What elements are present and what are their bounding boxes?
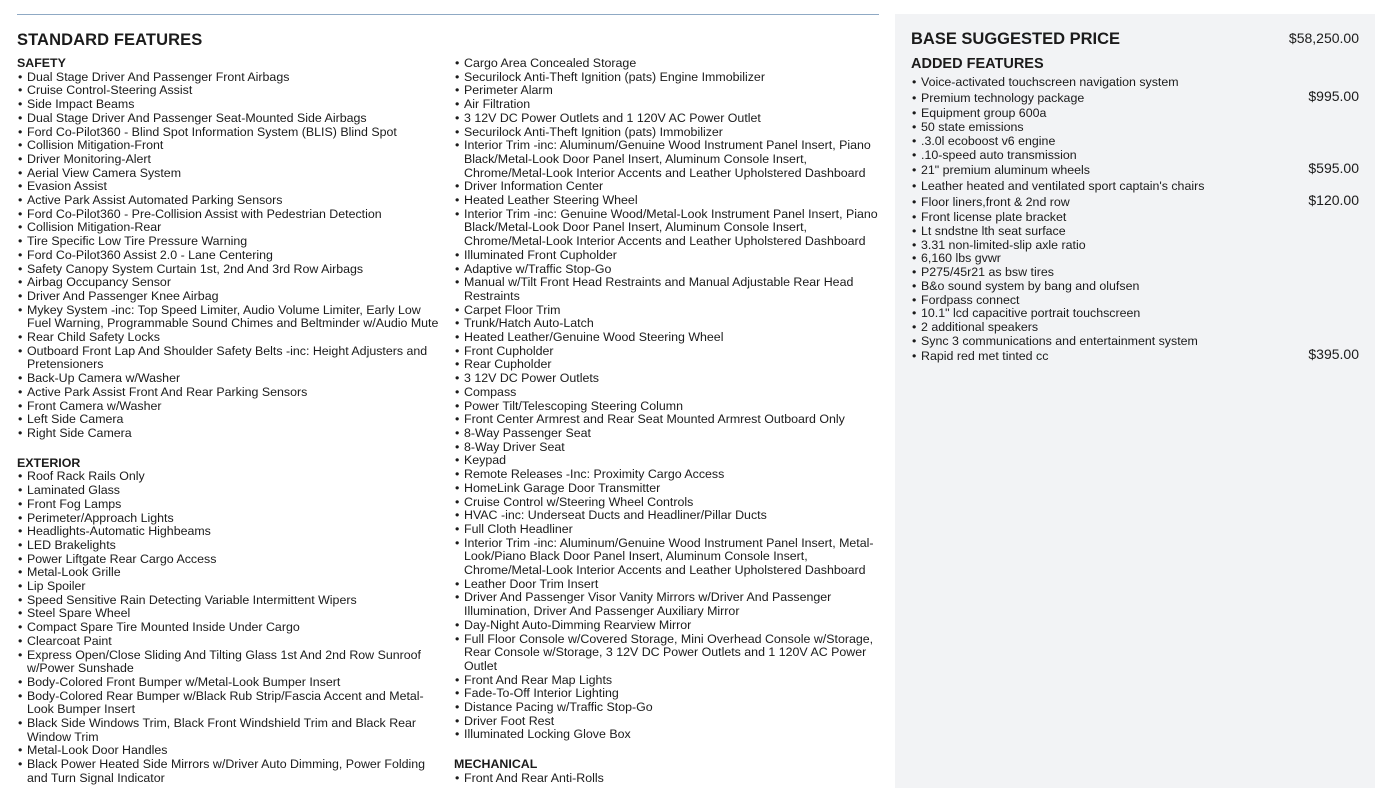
added-feature-item: [911, 294, 1359, 308]
feature-item: • Securilock Anti-Theft Ignition (pats) Immobilizer: [454, 126, 884, 140]
feature-item: • Evasion Assist: [17, 180, 447, 194]
feature-item: • Active Park Assist Automated Parking Sensors: [17, 194, 447, 208]
feature-item: • Driver Foot Rest: [454, 715, 884, 729]
added-feature-name: P275/45r21 as bsw tires: [921, 265, 1054, 280]
added-feature-price: $395.00: [1308, 346, 1359, 363]
safety-list: [17, 71, 447, 441]
added-feature-name: 3.31 non-limited-slip axle ratio: [921, 237, 1086, 252]
added-feature-item: [911, 321, 1359, 335]
feature-item: • Interior Trim -inc: Aluminum/Genuine Wood Instrument Panel Insert, Metal-Look/Piano Black Door Panel Insert, Aluminum Console Insert, Chrome/Metal-Look Interior Accents and Leather Upholstered Dashboard: [454, 537, 884, 578]
added-feature-price: $120.00: [1308, 191, 1359, 208]
feature-item: • Lip Spoiler: [17, 580, 447, 594]
feature-item: • Remote Releases -Inc: Proximity Cargo Access: [454, 468, 884, 482]
feature-item: • Rear Child Safety Locks: [17, 331, 447, 345]
feature-item: • Dual Stage Driver And Passenger Front Airbags: [17, 71, 447, 85]
feature-item: • Illuminated Locking Glove Box: [454, 728, 884, 742]
added-feature-item: [911, 121, 1359, 135]
added-feature-name: 21" premium aluminum wheels: [921, 163, 1090, 178]
feature-item: • 3 12V DC Power Outlets: [454, 372, 884, 386]
feature-item: • Black Power Heated Side Mirrors w/Driver Auto Dimming, Power Folding and Turn Signal Indicator: [17, 758, 447, 785]
feature-item: • Interior Trim -inc: Aluminum/Genuine Wood Instrument Panel Insert, Piano Black/Metal-Look Door Panel Insert, Aluminum Console Insert, Chrome/Metal-Look Interior Accents and Leather Upholstered Dashboard: [454, 139, 884, 180]
exterior-heading: EXTERIOR: [17, 455, 81, 470]
added-feature-item: [911, 211, 1359, 225]
added-feature-price: $995.00: [1308, 87, 1359, 104]
feature-item: • Power Liftgate Rear Cargo Access: [17, 553, 447, 567]
feature-item: • Day-Night Auto-Dimming Rearview Mirror: [454, 619, 884, 633]
added-feature-item: [911, 307, 1359, 321]
added-features-list: [911, 76, 1359, 366]
feature-item: • Leather Door Trim Insert: [454, 578, 884, 592]
feature-item: • Ford Co-Pilot360 Assist 2.0 - Lane Centering: [17, 249, 447, 263]
feature-item: • Collision Mitigation-Rear: [17, 221, 447, 235]
feature-item: • Driver And Passenger Visor Vanity Mirrors w/Driver And Passenger Illumination, Driver And Passenger Auxiliary Mirror: [454, 591, 884, 618]
pricing-panel: [895, 14, 1375, 788]
feature-item: • Ford Co-Pilot360 - Pre-Collision Assist with Pedestrian Detection: [17, 208, 447, 222]
added-feature-item: [911, 335, 1359, 349]
added-feature-name: 6,160 lbs gvwr: [921, 251, 1001, 266]
added-feature-item: [911, 107, 1359, 121]
feature-item: • Front And Rear Anti-Rolls: [454, 772, 884, 786]
added-feature-name: Leather heated and ventilated sport captain's chairs: [921, 178, 1205, 193]
feature-item: • Compact Spare Tire Mounted Inside Under Cargo: [17, 621, 447, 635]
feature-item: • Airbag Occupancy Sensor: [17, 276, 447, 290]
feature-item: • Safety Canopy System Curtain 1st, 2nd And 3rd Row Airbags: [17, 263, 447, 277]
feature-item: • Tire Specific Low Tire Pressure Warning: [17, 235, 447, 249]
feature-item: • Metal-Look Grille: [17, 566, 447, 580]
added-feature-name: 2 additional speakers: [921, 319, 1039, 334]
feature-item: • Side Impact Beams: [17, 98, 447, 112]
feature-item: • Front Cupholder: [454, 345, 884, 359]
added-feature-name: Sync 3 communications and entertainment system: [921, 333, 1198, 348]
base-price-label: BASE SUGGESTED PRICE: [911, 30, 1121, 48]
added-feature-item: [911, 225, 1359, 239]
added-feature-name: Front license plate bracket: [921, 210, 1067, 225]
feature-item: • Black Side Windows Trim, Black Front Windshield Trim and Black Rear Window Trim: [17, 717, 447, 744]
feature-item: • Power Tilt/Telescoping Steering Column: [454, 400, 884, 414]
feature-item: • Body-Colored Front Bumper w/Metal-Look Bumper Insert: [17, 676, 447, 690]
feature-item: • Left Side Camera: [17, 413, 447, 427]
added-feature-item: [911, 149, 1359, 163]
added-feature-name: 10.1" lcd capacitive portrait touchscreen: [921, 306, 1141, 321]
feature-item: • Interior Trim -inc: Genuine Wood/Metal-Look Instrument Panel Insert, Piano Black/Metal-Look Door Panel Insert, Aluminum Console Insert, Chrome/Metal-Look Interior Accents and Leather Upholstered Dashboard: [454, 208, 884, 249]
feature-item: • Right Side Camera: [17, 427, 447, 441]
exterior-list: [17, 470, 447, 785]
added-feature-item: [911, 346, 1359, 364]
features-column-left: [17, 57, 447, 786]
added-feature-name: Lt sndstne lth seat surface: [921, 224, 1066, 239]
feature-item: • Carpet Floor Trim: [454, 304, 884, 318]
added-feature-name: Premium technology package: [921, 90, 1085, 105]
added-feature-item: [911, 266, 1359, 280]
feature-item: • Outboard Front Lap And Shoulder Safety Belts -inc: Height Adjusters and Pretensioners: [17, 345, 447, 372]
feature-item: • Metal-Look Door Handles: [17, 744, 447, 758]
interior-list: [454, 57, 884, 742]
feature-item: • Roof Rack Rails Only: [17, 470, 447, 484]
added-feature-name: Voice-activated touchscreen navigation system: [921, 75, 1179, 89]
feature-item: • Back-Up Camera w/Washer: [17, 372, 447, 386]
feature-item: • Front Fog Lamps: [17, 498, 447, 512]
feature-item: • Perimeter/Approach Lights: [17, 512, 447, 526]
feature-item: • HVAC -inc: Underseat Ducts and Headliner/Pillar Ducts: [454, 509, 884, 523]
added-feature-item: [911, 87, 1359, 106]
added-feature-item: [911, 239, 1359, 253]
base-price-value: $58,250.00: [1288, 30, 1359, 46]
feature-item: • LED Brakelights: [17, 539, 447, 553]
feature-item: • Rear Cupholder: [454, 358, 884, 372]
features-column-middle: [454, 57, 884, 786]
feature-item: • 8-Way Driver Seat: [454, 441, 884, 455]
feature-item: • Cruise Control w/Steering Wheel Controls: [454, 496, 884, 510]
top-divider: [17, 14, 879, 15]
feature-item: • Driver And Passenger Knee Airbag: [17, 290, 447, 304]
feature-item: • Keypad: [454, 454, 884, 468]
feature-item: • Front Camera w/Washer: [17, 400, 447, 414]
added-feature-name: .10-speed auto transmission: [921, 147, 1077, 162]
added-feature-item: [911, 252, 1359, 266]
feature-item: • Front Center Armrest and Rear Seat Mounted Armrest Outboard Only: [454, 413, 884, 427]
mechanical-heading: MECHANICAL: [454, 757, 538, 772]
added-feature-name: Equipment group 600a: [921, 106, 1047, 121]
feature-item: • Active Park Assist Front And Rear Parking Sensors: [17, 386, 447, 400]
feature-item: • Mykey System -inc: Top Speed Limiter, Audio Volume Limiter, Early Low Fuel Warning, Programmable Sound Chimes and Beltminder w/Audio Mute: [17, 304, 447, 331]
feature-item: • Body-Colored Rear Bumper w/Black Rub Strip/Fascia Accent and Metal-Look Bumper Insert: [17, 690, 447, 717]
added-feature-item: [911, 280, 1359, 294]
feature-item: • Full Floor Console w/Covered Storage, Mini Overhead Console w/Storage, Rear Console w/Storage, 3 12V DC Power Outlets and 1 120V AC Power Outlet: [454, 633, 884, 674]
added-feature-name: Fordpass connect: [921, 292, 1020, 307]
feature-item: • Driver Information Center: [454, 180, 884, 194]
feature-item: • Laminated Glass: [17, 484, 447, 498]
added-feature-name: Rapid red met tinted cc: [921, 349, 1049, 364]
added-feature-name: B&o sound system by bang and olufsen: [921, 278, 1140, 293]
feature-item: • Collision Mitigation-Front: [17, 139, 447, 153]
feature-item: • Express Open/Close Sliding And Tilting Glass 1st And 2nd Row Sunroof w/Power Sunshade: [17, 649, 447, 676]
feature-item: • Clearcoat Paint: [17, 635, 447, 649]
feature-item: • Full Cloth Headliner: [454, 523, 884, 537]
feature-item: • Cruise Control-Steering Assist: [17, 84, 447, 98]
added-feature-item: [911, 180, 1359, 194]
feature-item: • Compass: [454, 386, 884, 400]
feature-item: • Ford Co-Pilot360 - Blind Spot Information System (BLIS) Blind Spot: [17, 126, 447, 140]
feature-item: • Trunk/Hatch Auto-Latch: [454, 317, 884, 331]
feature-item: • Driver Monitoring-Alert: [17, 153, 447, 167]
feature-item: • Fade-To-Off Interior Lighting: [454, 687, 884, 701]
feature-item: • HomeLink Garage Door Transmitter: [454, 482, 884, 496]
feature-item: • Dual Stage Driver And Passenger Seat-Mounted Side Airbags: [17, 112, 447, 126]
feature-item: • Heated Leather Steering Wheel: [454, 194, 884, 208]
feature-item: • Securilock Anti-Theft Ignition (pats) Engine Immobilizer: [454, 71, 884, 85]
added-feature-price: $595.00: [1308, 160, 1359, 177]
feature-item: • Steel Spare Wheel: [17, 607, 447, 621]
safety-heading: SAFETY: [17, 56, 66, 70]
feature-item: • Heated Leather/Genuine Wood Steering Wheel: [454, 331, 884, 345]
feature-item: • Aerial View Camera System: [17, 167, 447, 181]
added-feature-name: .3.0l ecoboost v6 engine: [921, 133, 1056, 148]
added-feature-name: Floor liners,front & 2nd row: [921, 194, 1070, 209]
feature-item: • Distance Pacing w/Traffic Stop-Go: [454, 701, 884, 715]
feature-item: • Adaptive w/Traffic Stop-Go: [454, 263, 884, 277]
added-feature-item: [911, 135, 1359, 149]
added-feature-name: 50 state emissions: [921, 120, 1024, 135]
feature-item: • Speed Sensitive Rain Detecting Variable Intermittent Wipers: [17, 594, 447, 608]
feature-item: • 8-Way Passenger Seat: [454, 427, 884, 441]
feature-item: • Headlights-Automatic Highbeams: [17, 525, 447, 539]
feature-item: • Air Filtration: [454, 98, 884, 112]
added-feature-item: [911, 160, 1359, 178]
feature-item: • Front And Rear Map Lights: [454, 674, 884, 688]
feature-item: • 3 12V DC Power Outlets and 1 120V AC Power Outlet: [454, 112, 884, 126]
feature-item: • Illuminated Front Cupholder: [454, 249, 884, 263]
mechanical-list: [454, 772, 884, 786]
standard-features-title: STANDARD FEATURES: [17, 31, 203, 49]
added-features-title: ADDED FEATURES: [911, 56, 1044, 72]
feature-item: • Cargo Area Concealed Storage: [454, 57, 884, 71]
added-feature-item: [911, 191, 1359, 210]
feature-item: • Perimeter Alarm: [454, 84, 884, 98]
feature-item: • Manual w/Tilt Front Head Restraints and Manual Adjustable Rear Head Restraints: [454, 276, 884, 303]
added-feature-item: [911, 76, 1359, 90]
